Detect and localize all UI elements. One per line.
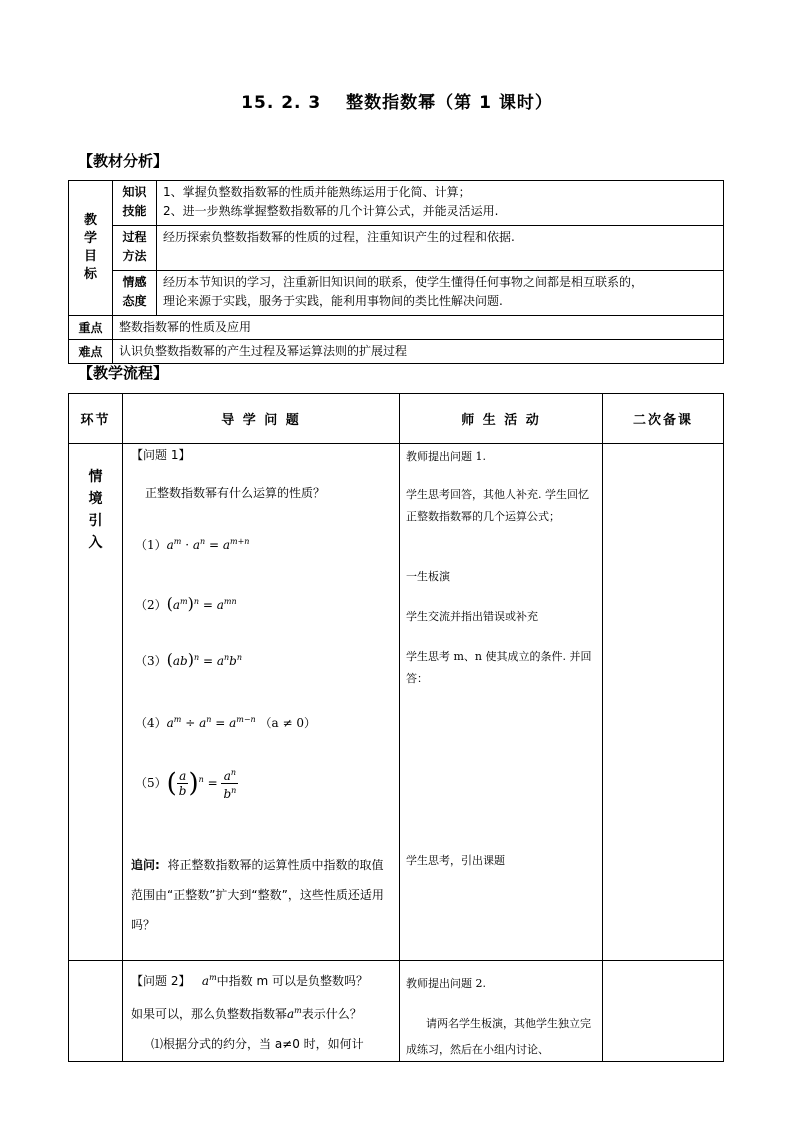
formula-4: $(4)a^m \div a^n = a^{m-n}$ （a ≠ 0） [135, 715, 316, 730]
activity-text: 教师提出问题 1. [406, 450, 486, 463]
formula-1: $(1)a^m \cdot a^n = a^{m+n}$ [135, 537, 250, 552]
process-method-label: 过程方法 [113, 226, 157, 271]
activities2-cell [400, 961, 603, 1062]
activity-text: 请两名学生板演，其他学生独立完成练习，然后在小组内讨论、 [406, 1017, 591, 1056]
emotion-attitude-label: 情感态度 [113, 271, 157, 316]
emotion-attitude-text: 经历本节知识的学习，注重新旧知识间的联系，使学生懂得任何事物之间都是相互联系的， 理论来源于实践，服务于实践，能利用事物间的类比性解决问题. [157, 271, 724, 316]
page-title: 15. 2. 3 整数指数幂（第 1 课时） [241, 93, 553, 113]
key-point-text: 整数指数幂的性质及应用 [113, 316, 724, 340]
analysis-table [68, 180, 724, 364]
problem2-cell [123, 961, 400, 1062]
difficulty-text: 认识负整数指数幂的产生过程及幂运算法则的扩展过程 [113, 340, 724, 364]
goal-label-cell: 教 学 目 标 [69, 181, 113, 316]
stage-label-2 [69, 961, 123, 1062]
second-prep-cell-1 [603, 444, 724, 961]
formula-3: $(3)(ab)^n = a^nb^n$ [135, 650, 242, 669]
followup: 追问: 将正整数指数幂的运算性质中指数的取值范围由“正整数”扩大到“整数”，这些性质还适用吗？ [131, 858, 384, 932]
problem1-question: 正整数指数幂有什么运算的性质？ [145, 486, 326, 500]
header-second-prep: 二次备课 [603, 394, 724, 444]
problem1-cell [123, 444, 400, 961]
problem1-title: 【问题 1】 [131, 448, 191, 462]
key-point-label: 重点 [69, 316, 113, 340]
section-heading-process: 【教学流程】 [78, 364, 169, 382]
activity-text: 学生思考 m、n 使其成立的条件. 并回答： [406, 650, 592, 685]
difficulty-label: 难点 [69, 340, 113, 364]
knowledge-skill-text: 1、掌握负整数指数幂的性质并能熟练运用于化简、计算； 2、进一步熟练掌握整数指数幂的几个计算公式，并能灵活运用. [157, 181, 724, 226]
process-method-text: 经历探索负整数指数幂的性质的过程，注重知识产生的过程和依据. [157, 226, 724, 271]
activity-text: 学生思考回答，其他人补充. 学生回忆正整数指数幂的几个运算公式； [406, 488, 589, 523]
activity-text: 学生交流并指出错误或补充 [406, 610, 538, 623]
activities1-cell [400, 444, 603, 961]
header-activities: 师 生 活 动 [400, 394, 603, 444]
formula-5: （5）( $\frac{a}{b}$ )$^n$ = $\frac{a^n}{b^n}$ [135, 768, 237, 801]
knowledge-skill-label: 知识技能 [113, 181, 157, 226]
problem2-text: 【问题 2】 $a^m$中指数 m 可以是负整数吗？ 如果可以，那么负整数指数幂$a^m$表示什么？ ⑴根据分式的约分，当 a≠0 时，如何计 [131, 973, 368, 1051]
second-prep-cell-2 [603, 961, 724, 1062]
activity-text: 一生板演 [406, 570, 450, 583]
header-stage: 环节 [69, 394, 123, 444]
activity-text: 学生思考，引出课题 [406, 854, 505, 867]
stage-label-intro: 情 境 引 入 [69, 444, 123, 961]
process-table [68, 393, 724, 1062]
activity-text: 教师提出问题 2. [406, 977, 486, 990]
formula-2: $(2)(a^m)^n = a^{mn}$ [135, 594, 237, 613]
header-guide-question: 导 学 问 题 [123, 394, 400, 444]
section-heading-analysis: 【教材分析】 [78, 152, 169, 170]
